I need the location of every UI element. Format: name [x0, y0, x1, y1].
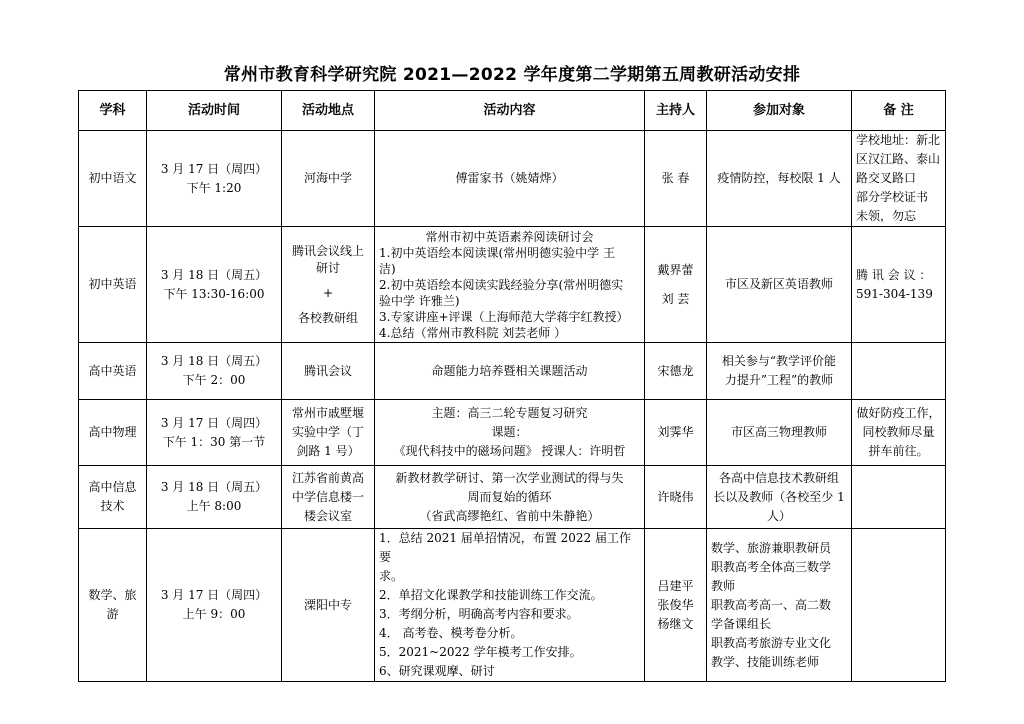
header-note: 备 注	[852, 91, 946, 131]
cell-place: 常州市戚墅堰 实验中学（丁 剑路 1 号）	[282, 400, 375, 466]
header-subject: 学科	[79, 91, 147, 131]
cell-time: 3 月 18 日（周五） 下午 2：00	[147, 343, 282, 400]
table-row	[79, 131, 946, 227]
cell-time: 3 月 17 日（周四） 下午 1：30 第一节	[147, 400, 282, 466]
cell-time: 3 月 18 日（周五） 上午 8:00	[147, 466, 282, 529]
cell-note	[852, 529, 946, 682]
cell-time: 3 月 18 日（周五） 下午 13:30-16:00	[147, 227, 282, 343]
cell-host: 宋德龙	[645, 343, 707, 400]
cell-subject: 高中物理	[79, 400, 147, 466]
cell-host: 戴界蕾 刘 芸	[645, 227, 707, 343]
cell-content: 命题能力培养暨相关课题活动	[375, 343, 645, 400]
cell-host: 吕建平 张俊华 杨继文	[645, 529, 707, 682]
cell-audience: 数学、旅游兼职教研员 职教高考全体高三数学 教师 职教高考高一、高二数 学备课组长 职教高考旅游专业文化 教学、技能训练老师	[707, 529, 852, 682]
header-time: 活动时间	[147, 91, 282, 131]
header-content: 活动内容	[375, 91, 645, 131]
cell-note: 做好防疫工作， 同校教师尽量 拼车前往。	[852, 400, 946, 466]
cell-note: 腾 讯 会 议 ： 591-304-139	[852, 227, 946, 343]
page-title: 常州市教育科学研究院 2021—2022 学年度第二学期第五周教研活动安排	[223, 65, 801, 85]
header-host: 主持人	[645, 91, 707, 131]
cell-content: 新教材教学研讨、第一次学业测试的得与失 周而复始的循环 （省武高缪艳红、省前中朱静艳）	[375, 466, 645, 529]
table-row	[79, 400, 946, 466]
cell-note	[852, 343, 946, 400]
cell-place: 腾讯会议	[282, 343, 375, 400]
cell-audience: 市区高三物理教师	[707, 400, 852, 466]
table-row	[79, 343, 946, 400]
cell-content: 主题：高三二轮专题复习研究 课题： 《现代科技中的磁场问题》 授课人：许明哲	[375, 400, 645, 466]
cell-subject: 初中语文	[79, 131, 147, 227]
cell-subject: 高中信息 技术	[79, 466, 147, 529]
cell-content: 常州市初中英语素养阅读研讨会 1.初中英语绘本阅读课(常州明德实验中学 王 洁) 2.初中英语绘本阅读实践经验分享(常州明德实 验中学 许雅兰) 3.专家讲座+评课（上海师范大学蒋宇红教授） 4.总结（常州市教科院 刘芸老师 ）	[375, 227, 645, 343]
cell-host: 刘霁华	[645, 400, 707, 466]
header-audience: 参加对象	[707, 91, 852, 131]
cell-place: 腾讯会议线上 研讨 + 各校教研组	[282, 227, 375, 343]
cell-note: 学校地址：新北 区汉江路、泰山 路交叉路口 部分学校证书 未领，勿忘	[852, 131, 946, 227]
cell-time: 3 月 17 日（周四） 上午 9：00	[147, 529, 282, 682]
cell-content: 傅雷家书（姚婧烨）	[375, 131, 645, 227]
cell-place: 江苏省前黄高 中学信息楼一 楼会议室	[282, 466, 375, 529]
cell-audience: 市区及新区英语教师	[707, 227, 852, 343]
cell-host: 张 春	[645, 131, 707, 227]
cell-subject: 初中英语	[79, 227, 147, 343]
schedule-table	[78, 90, 946, 682]
cell-subject: 数学、旅游	[79, 529, 147, 682]
table-row	[79, 227, 946, 343]
cell-content: 1．总结 2021 届单招情况，布置 2022 届工作要 求。 2．单招文化课教学和技能训练工作交流。 3．考纲分析，明确高考内容和要求。 4． 高考卷、模考卷分析。 5．2021~2022 学年模考工作安排。 6、研究课观摩、研讨	[375, 529, 645, 682]
table-row	[79, 529, 946, 682]
cell-host: 许晓伟	[645, 466, 707, 529]
cell-note	[852, 466, 946, 529]
cell-place: 溧阳中专	[282, 529, 375, 682]
cell-place: 河海中学	[282, 131, 375, 227]
header-place: 活动地点	[282, 91, 375, 131]
cell-audience: 相关参与“教学评价能 力提升”工程”的教师	[707, 343, 852, 400]
cell-audience: 各高中信息技术教研组 长以及教师（各校至少 1 人）	[707, 466, 852, 529]
table-row	[79, 466, 946, 529]
header-row	[79, 91, 946, 131]
cell-time: 3 月 17 日（周四） 下午 1:20	[147, 131, 282, 227]
cell-subject: 高中英语	[79, 343, 147, 400]
cell-audience: 疫情防控，每校限 1 人	[707, 131, 852, 227]
